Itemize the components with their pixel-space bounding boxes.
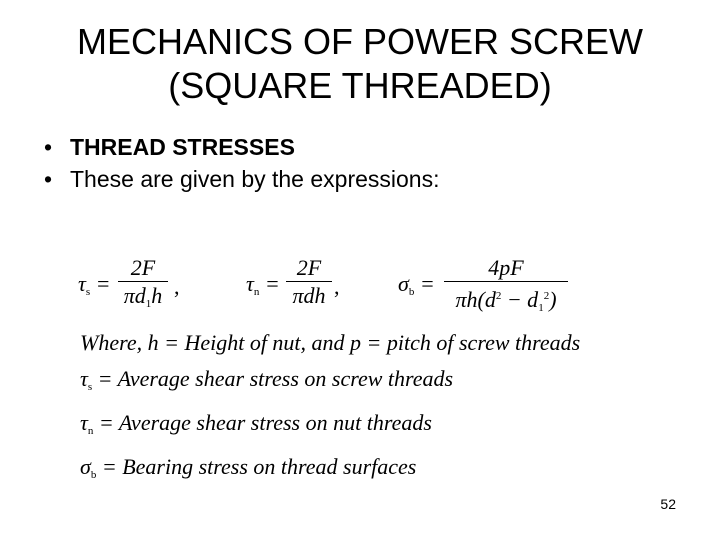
eq3-numerator: 4pF	[444, 256, 568, 282]
bullet-text: THREAD STRESSES	[70, 134, 295, 160]
eq2-denominator: πdh	[292, 283, 326, 308]
eq1-numerator: 2F	[118, 256, 168, 282]
eq2-fraction	[286, 256, 332, 309]
eq1-fraction	[118, 256, 168, 317]
eq3-denominator: $\pi h(d^2 - d_1^2)$	[455, 287, 557, 314]
eq3-fraction	[444, 256, 568, 321]
slide-title	[0, 20, 720, 108]
bullet-marker: •	[44, 134, 53, 160]
where-line: Where, h = Height of nut, and p = pitch of screw threads	[80, 330, 581, 355]
bullet-marker: •	[44, 166, 53, 192]
eq2-lhs: $\tau_n$ =	[246, 271, 280, 298]
eq2-numerator: 2F	[286, 256, 332, 282]
eq2-separator: ,	[334, 274, 340, 299]
eq1-separator: ,	[174, 274, 180, 299]
title-line-1: MECHANICS OF POWER SCREW	[76, 21, 643, 62]
definition-sigma-b: $\sigma_b$ = Bearing stress on thread surfaces	[80, 454, 417, 481]
title-line-2: (SQUARE THREADED)	[168, 65, 552, 106]
bullet-item	[44, 131, 439, 163]
bullet-item	[44, 163, 439, 195]
eq3-lhs: $\sigma_b$ =	[398, 271, 435, 298]
definition-tau-n: $\tau_n$ = Average shear stress on nut threads	[80, 410, 432, 437]
definition-tau-s: $\tau_s$ = Average shear stress on screw threads	[80, 366, 454, 393]
bullet-list	[44, 131, 439, 195]
eq1-lhs: $\tau_s$ =	[78, 271, 111, 298]
definitions	[80, 325, 580, 493]
page-number: 52	[660, 496, 676, 512]
bullet-text: These are given by the expressions:	[70, 166, 440, 192]
eq1-denominator: $\pi d_1h$	[123, 283, 163, 310]
